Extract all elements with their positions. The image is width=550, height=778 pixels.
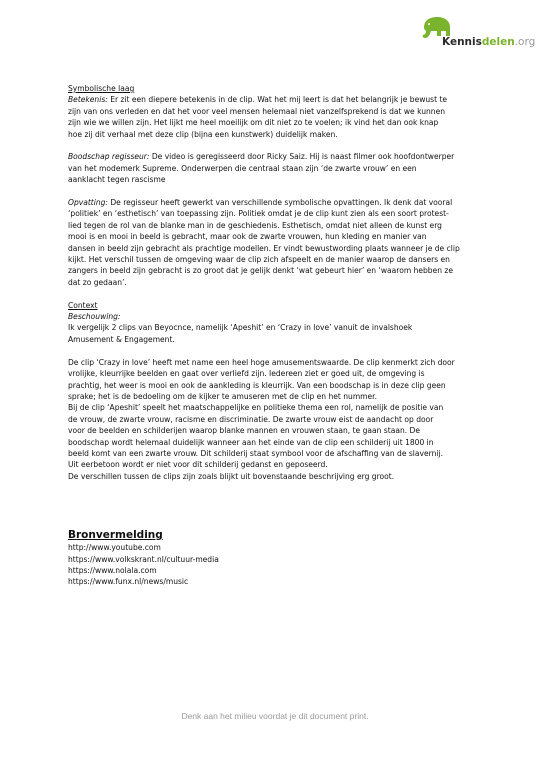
paragraph-betekenis <box>68 94 488 140</box>
text-line: beeld komt van een zwarte vrouw. Dit schilderij staat symbool voor de afschaffing van de slavernij. <box>68 448 443 458</box>
logo-wordmark: Kennisdelen.org <box>442 36 536 48</box>
section-heading-context: Context <box>68 300 98 310</box>
source-link-youtube[interactable]: http://www.youtube.com <box>68 543 161 553</box>
text-line: prachtig, het weer is mooi en ook de aankleding is kleurrijk. Van een boodschap is in deze clip geen <box>68 380 446 390</box>
text-line: dansen in beeld zijn gebracht als prachtige modellen. Er vindt bewustwording plaats wanneer je de clip <box>68 243 460 253</box>
text-line: hoe zij dit verhaal met deze clip (bijna een kunstwerk) duidelijk maken. <box>68 129 338 139</box>
footer-note: Denk aan het milieu voordat je dit document print. <box>181 711 369 721</box>
text-line: De verschillen tussen de clips zijn zoals blijkt uit bovenstaande beschrijving erg groot. <box>68 471 395 481</box>
label-beschouwing: Beschouwing: <box>68 312 121 322</box>
text-line: kijkt. Het verschil tussen de omgeving waar de clip zich afspeelt en de manier waarop de dansers en <box>68 255 450 265</box>
paragraph-comparison <box>68 357 488 482</box>
text-line: de vrouw, de zwarte vrouw, racisme en discriminatie. De zwarte vrouw eist de aandacht op door <box>68 414 434 424</box>
label-betekenis: Betekenis: <box>68 95 108 105</box>
kennisdelen-logo <box>420 14 538 54</box>
source-link-nolala[interactable]: https://www.nolala.com <box>68 565 157 575</box>
paragraph-beschouwing <box>68 322 488 345</box>
section-heading-symbolische-laag: Symbolische laag <box>68 84 135 93</box>
label-boodschap-regisseur: Boodschap regisseur: <box>68 152 150 162</box>
paragraph-opvatting <box>68 197 488 288</box>
text-line: sprake; het is de bedoeling om de kijker te amuseren met de clip en het nummer. <box>68 391 377 401</box>
text-line: De video is geregisseerd door Ricky Saiz. Hij is naast filmer ook hoofdontwerper <box>149 152 455 162</box>
paragraph-boodschap <box>68 151 488 185</box>
text-line: aanklacht tegen rascisme <box>68 175 166 185</box>
text-line: boodschap wordt helemaal duidelijk wanneer aan het einde van de clip een schilderij uit 1800 in <box>68 437 434 447</box>
text-line: lied tegen de rol van de blanke man in de geschiedenis. Esthetisch, omdat niet alleen de kunst erg <box>68 220 442 230</box>
text-line: Uit eerbetoon wordt er niet voor dit schilderij gedanst en geposeerd. <box>68 460 328 470</box>
text-line: mooi is en mooi in beeld is gebracht, maar ook de zwarte vrouwen, hun kleding en manier van <box>68 232 427 242</box>
text-line: voor de beelden en schilderijen waarop blanke mannen en vrouwen staan, te gaan staan. De <box>68 426 420 436</box>
text-line: zangers in beeld zijn gebracht is zo groot dat je gelijk denkt ‘wat gebeurt hier’ en ‘waarom hebben ze <box>68 266 454 276</box>
text-line: Er zit een diepere betekenis in de clip. Wat het mij leert is dat het belangrijk je bewust te <box>107 95 448 105</box>
document-body <box>68 83 488 588</box>
text-line: Amusement & Engagement. <box>68 334 175 344</box>
text-line: ‘politiek’ en ‘esthetisch’ van toepassing zijn. Politiek omdat je de clip kunt zien als een soort protest- <box>68 209 449 219</box>
text-line: vrolijke, kleurrijke beelden en gaat over verliefd zijn. Iedereen ziet er goed uit, de omgeving is <box>68 369 425 379</box>
text-line: De regisseur heeft gewerkt van verschillende symbolische opvattingen. Ik denk dat vooral <box>107 198 453 208</box>
text-line: De clip ‘Crazy in love’ heeft met name een heel hoge amusementswaarde. De clip kenmerkt zich door <box>68 357 455 367</box>
text-line: dat zo gedaan’. <box>68 277 127 287</box>
label-opvatting: Opvatting: <box>68 198 108 208</box>
source-link-volkskrant[interactable]: https://www.volkskrant.nl/cultuur-media <box>68 554 219 564</box>
source-link-funx[interactable]: https://www.funx.nl/news/music <box>68 577 189 587</box>
bronvermelding-section <box>68 528 488 588</box>
text-line: Ik vergelijk 2 clips van Beyocnce, namelijk ‘Apeshit’ en ‘Crazy in love’ vanuit de invalshoek <box>68 323 413 333</box>
text-line: Bij de clip ‘Apeshit’ speelt het maatschappelijke en politieke thema een rol, namelijk de positie van <box>68 403 444 413</box>
bronvermelding-heading: Bronvermelding <box>68 529 163 542</box>
text-line: zijn van ons verleden en dat het voor veel mensen helemaal niet vanzelfsprekend is dat we kunnen <box>68 106 446 116</box>
text-line: zijn wie we willen zijn. Het lijkt me heel moeilijk om dit niet zo te voelen; ik vind het dan ook knap <box>68 118 439 128</box>
text-line: van het modemerk Supreme. Onderwerpen die centraal staan zijn ‘de zwarte vrouw’ en een <box>68 163 417 173</box>
